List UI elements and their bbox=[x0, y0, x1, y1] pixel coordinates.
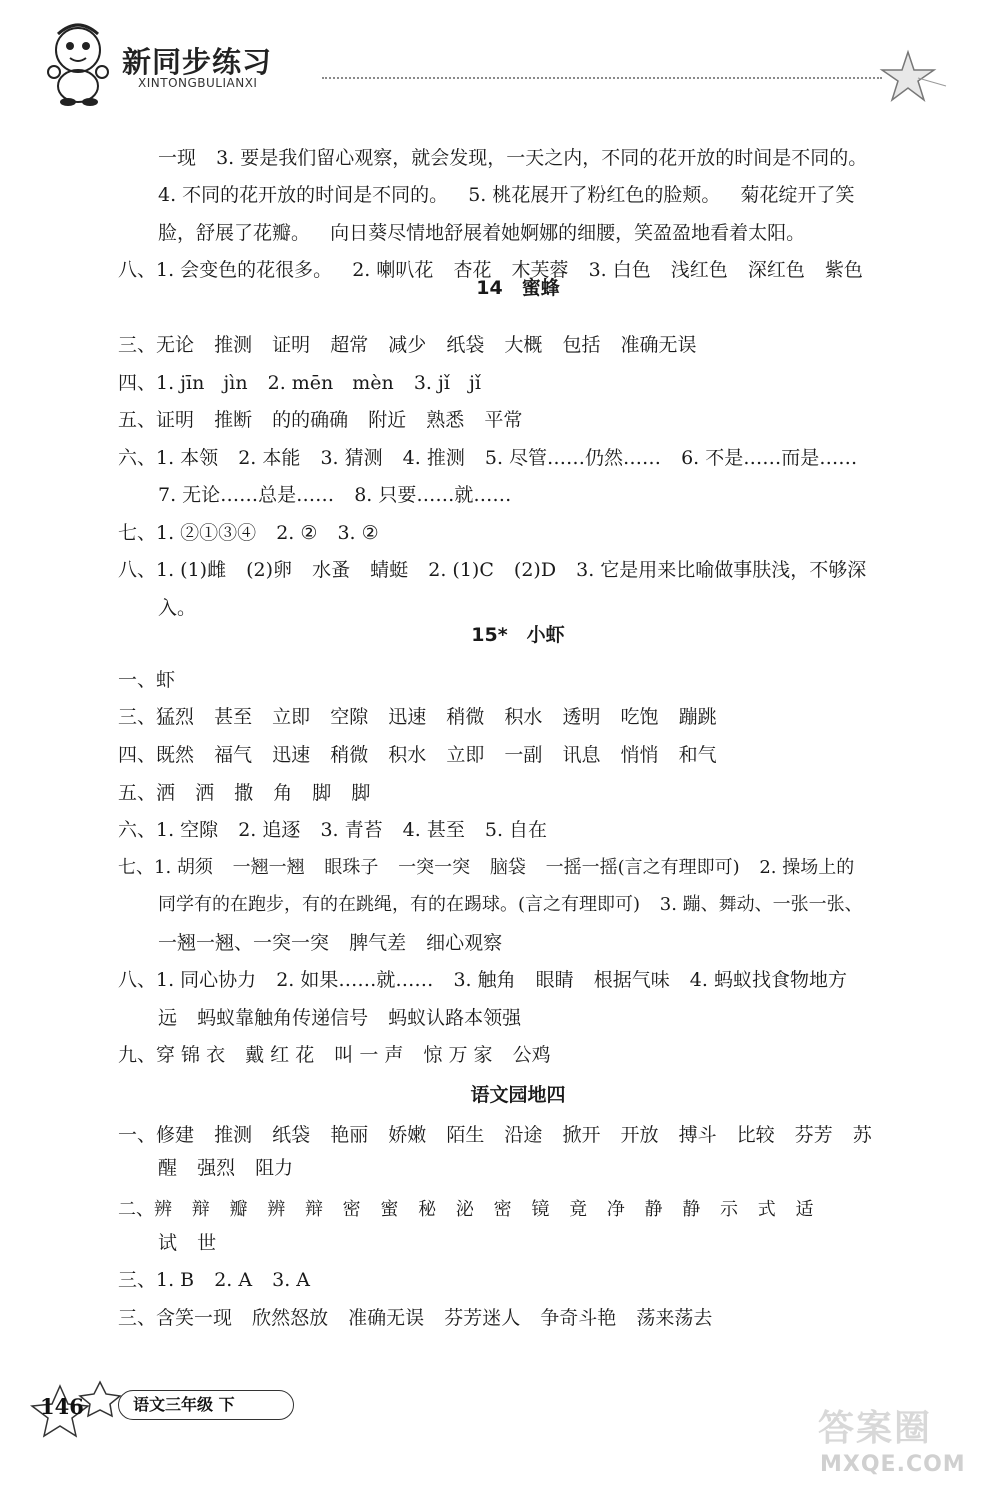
answer-item: 悄悄 bbox=[620, 744, 659, 766]
answer-item: 镜 bbox=[531, 1199, 550, 1220]
answer-item: 向日葵尽情地舒展着她婀娜的细腰，笑盈盈地看着太阳。 bbox=[330, 222, 806, 244]
answer-item: 3. 白色 bbox=[588, 259, 651, 281]
answer-item: 沿途 bbox=[504, 1124, 543, 1146]
answer-item: 3. A bbox=[272, 1269, 311, 1291]
answer-item: 脚 bbox=[351, 782, 371, 804]
answer-item: 艳丽 bbox=[330, 1124, 369, 1146]
answer-line bbox=[118, 371, 481, 395]
answer-line bbox=[118, 856, 854, 880]
answer-item: 一、修建 bbox=[118, 1124, 195, 1146]
answer-item: 一翘一翘、一突一突 bbox=[158, 932, 330, 954]
answer-item: 2. 追逐 bbox=[238, 819, 301, 841]
answer-item: (2)卵 bbox=[246, 559, 293, 581]
answer-item: 准确无误 bbox=[620, 334, 697, 356]
answer-item: 5. 自在 bbox=[484, 819, 548, 841]
answer-line bbox=[118, 1306, 712, 1330]
answer-item: 净 bbox=[606, 1199, 625, 1220]
answer-line bbox=[118, 705, 717, 729]
answer-item: 静 bbox=[682, 1199, 701, 1220]
answer-item: 一摇一摇(言之有理即可) bbox=[545, 857, 740, 878]
answer-item: 辩 bbox=[304, 1199, 323, 1220]
answer-item: 附近 bbox=[368, 409, 407, 431]
answer-item: 瓣 bbox=[229, 1199, 248, 1220]
brand-title: 新同步练习 bbox=[122, 45, 273, 79]
answer-item: 3. jǐ jǐ bbox=[413, 372, 481, 394]
answer-item: 荡来荡去 bbox=[636, 1307, 713, 1329]
answer-item: 阻力 bbox=[255, 1157, 294, 1179]
answer-line bbox=[118, 521, 379, 545]
answer-item: 芬芳 bbox=[794, 1124, 833, 1146]
answer-line bbox=[158, 483, 511, 507]
answer-item: 水蚤 bbox=[312, 559, 351, 581]
mascot-icon bbox=[40, 20, 120, 110]
answer-item: 准确无误 bbox=[348, 1307, 425, 1329]
answer-item: 3. ② bbox=[337, 522, 379, 544]
answer-item: 2. (1)C bbox=[428, 559, 494, 581]
answer-item: 紫色 bbox=[824, 259, 863, 281]
answer-item: 五、洒 bbox=[118, 782, 176, 804]
answer-item: 7. 无论……总是…… bbox=[158, 484, 335, 506]
answer-item: 五、证明 bbox=[118, 409, 195, 431]
answer-line bbox=[158, 146, 867, 170]
answer-item: 福气 bbox=[214, 744, 253, 766]
answer-item: 透明 bbox=[562, 706, 601, 728]
answer-item: 蚂蚁认路本领强 bbox=[388, 1007, 522, 1029]
answer-item: 3. 猜测 bbox=[320, 447, 383, 469]
answer-item: 比较 bbox=[736, 1124, 775, 1146]
answer-item: 一突一突 bbox=[398, 857, 471, 878]
answer-item: 争奇斗艳 bbox=[540, 1307, 617, 1329]
answer-item: 4. 甚至 bbox=[402, 819, 465, 841]
answer-line bbox=[118, 668, 175, 692]
answer-line bbox=[118, 333, 697, 357]
answer-item: 迅速 bbox=[272, 744, 311, 766]
section-heading: 语文园地四 bbox=[470, 1084, 566, 1106]
answer-item: 辨 bbox=[267, 1199, 286, 1220]
answer-item: 脑袋 bbox=[489, 857, 526, 878]
answer-item: 密 bbox=[493, 1199, 512, 1220]
answer-item: 纸袋 bbox=[446, 334, 485, 356]
answer-item: 九、穿 锦 衣 bbox=[118, 1044, 226, 1066]
answer-item: 脸，舒展了花瓣。 bbox=[158, 222, 311, 244]
answer-item: 积水 bbox=[504, 706, 543, 728]
answer-item: 芬芳迷人 bbox=[444, 1307, 521, 1329]
answer-item: 叫 一 声 bbox=[334, 1044, 404, 1066]
answer-item: 6. 不是……而是…… bbox=[681, 447, 858, 469]
answer-item: 世 bbox=[197, 1232, 217, 1254]
answer-item: 秘 bbox=[418, 1199, 437, 1220]
answer-item: 三、含笑一现 bbox=[118, 1307, 233, 1329]
answer-item: 甚至 bbox=[214, 706, 253, 728]
answer-item: 超常 bbox=[330, 334, 369, 356]
answer-item: 菊花绽开了笑 bbox=[740, 184, 855, 206]
answer-item: 眼珠子 bbox=[324, 857, 379, 878]
answer-item: 角 bbox=[273, 782, 293, 804]
answer-item: 远 bbox=[158, 1007, 178, 1029]
answer-item: 娇嫩 bbox=[388, 1124, 427, 1146]
answer-line bbox=[118, 968, 847, 992]
answer-item: 欣然怒放 bbox=[252, 1307, 329, 1329]
answer-item: 纸袋 bbox=[272, 1124, 311, 1146]
answer-item: 同学有的在跑步，有的在跳绳，有的在踢球。(言之有理即可) bbox=[158, 894, 641, 915]
answer-item: 二、辨 bbox=[118, 1199, 172, 1220]
answer-line bbox=[118, 446, 857, 470]
answer-item: 一副 bbox=[504, 744, 543, 766]
answer-item: 陌生 bbox=[446, 1124, 485, 1146]
answer-item: 四、1. jīn jìn bbox=[118, 372, 248, 394]
answer-item: 2. 如果……就…… bbox=[276, 969, 434, 991]
answer-item: 洒 bbox=[195, 782, 215, 804]
answer-item: 脾气差 bbox=[349, 932, 407, 954]
answer-item: 的的确确 bbox=[272, 409, 349, 431]
star-icon bbox=[878, 48, 948, 108]
header-divider bbox=[322, 77, 882, 79]
answer-item: 八、1. 同心协力 bbox=[118, 969, 257, 991]
answer-item: 大概 bbox=[504, 334, 543, 356]
answer-item: 蜻蜓 bbox=[370, 559, 409, 581]
answer-item: 立即 bbox=[446, 744, 485, 766]
answer-item: 讯息 bbox=[562, 744, 601, 766]
answer-item: 三、无论 bbox=[118, 334, 195, 356]
answer-item: 蜜 bbox=[380, 1199, 399, 1220]
answer-item: 推测 bbox=[214, 334, 253, 356]
answer-item: 2. ② bbox=[276, 522, 318, 544]
answer-item: 推测 bbox=[214, 1124, 253, 1146]
answer-item: 平常 bbox=[484, 409, 523, 431]
answer-item: 8. 只要……就…… bbox=[354, 484, 512, 506]
answer-item: 木芙蓉 bbox=[511, 259, 569, 281]
answer-item: 搏斗 bbox=[678, 1124, 717, 1146]
answer-item: 3. 蹦、舞动、一张一张、 bbox=[659, 894, 863, 915]
answer-line bbox=[158, 931, 502, 955]
answer-item: 推断 bbox=[214, 409, 253, 431]
answer-item: 4. 蚂蚁找食物地方 bbox=[689, 969, 847, 991]
answer-item: 积水 bbox=[388, 744, 427, 766]
answer-item: 证明 bbox=[272, 334, 311, 356]
answer-item: 六、1. 本领 bbox=[118, 447, 219, 469]
page-number: 146 bbox=[40, 1394, 84, 1419]
answer-line bbox=[118, 781, 370, 805]
answer-line bbox=[118, 743, 717, 767]
answer-item: 四、既然 bbox=[118, 744, 195, 766]
answer-item: 蹦跳 bbox=[678, 706, 717, 728]
brand-pinyin: XINTONGBULIANXI bbox=[138, 76, 258, 90]
page-footer bbox=[30, 1380, 310, 1440]
answer-item: 适 bbox=[795, 1199, 814, 1220]
answer-item: 示 bbox=[720, 1199, 739, 1220]
answer-item: 静 bbox=[644, 1199, 663, 1220]
answer-line bbox=[158, 1006, 521, 1030]
answer-item: 惊 万 家 bbox=[423, 1044, 493, 1066]
answer-item: 根据气味 bbox=[593, 969, 670, 991]
answer-item: 试 bbox=[158, 1232, 178, 1254]
section-heading: 15* 小虾 bbox=[471, 624, 565, 646]
answer-line bbox=[158, 596, 196, 620]
answer-line bbox=[118, 1198, 813, 1222]
answer-item: 减少 bbox=[388, 334, 427, 356]
answer-line bbox=[118, 818, 547, 842]
answer-item: 八、1. (1)雌 bbox=[118, 559, 227, 581]
answer-item: 2. 操场上的 bbox=[759, 857, 855, 878]
watermark bbox=[808, 1400, 988, 1490]
answer-item: 4. 推测 bbox=[402, 447, 465, 469]
answer-item: 5. 桃花展开了粉红色的脸颊。 bbox=[468, 184, 721, 206]
answer-item: 三、猛烈 bbox=[118, 706, 195, 728]
answer-line bbox=[158, 183, 854, 207]
answer-item: 3. 青苔 bbox=[320, 819, 383, 841]
answer-line bbox=[158, 1156, 293, 1180]
answer-item: 深红色 bbox=[747, 259, 805, 281]
answer-item: 2. A bbox=[214, 1269, 253, 1291]
answer-item: 杏花 bbox=[453, 259, 492, 281]
answer-item: 撒 bbox=[234, 782, 254, 804]
answer-item: 2. mēn mèn bbox=[267, 372, 394, 394]
answer-item: 5. 尽管……仍然…… bbox=[484, 447, 662, 469]
answer-item: 一现 bbox=[158, 147, 197, 169]
answer-item: 戴 红 花 bbox=[245, 1044, 315, 1066]
answer-item: 2. 喇叭花 bbox=[352, 259, 434, 281]
answer-item: 公鸡 bbox=[512, 1044, 551, 1066]
answer-item: 细心观察 bbox=[426, 932, 503, 954]
answer-item: 2. 本能 bbox=[238, 447, 301, 469]
answer-item: 3. 要是我们留心观察，就会发现，一天之内，不同的花开放的时间是不同的。 bbox=[216, 147, 868, 169]
answer-item: 3. 触角 bbox=[453, 969, 516, 991]
answer-item: 立即 bbox=[272, 706, 311, 728]
answer-item: 醒 bbox=[158, 1157, 178, 1179]
answer-item: 迅速 bbox=[388, 706, 427, 728]
answer-item: 苏 bbox=[852, 1124, 872, 1146]
answer-item: 竟 bbox=[569, 1199, 588, 1220]
answer-item: 入。 bbox=[158, 597, 197, 619]
answer-item: 强烈 bbox=[197, 1157, 236, 1179]
answer-item: 蚂蚁靠触角传递信号 bbox=[197, 1007, 369, 1029]
answer-item: 稍微 bbox=[446, 706, 485, 728]
answer-item: 脚 bbox=[312, 782, 332, 804]
section-heading: 14 蜜蜂 bbox=[476, 277, 560, 299]
answer-line bbox=[118, 1043, 551, 1067]
answer-item: 4. 不同的花开放的时间是不同的。 bbox=[158, 184, 449, 206]
answer-item: 式 bbox=[757, 1199, 776, 1220]
answer-item: 掀开 bbox=[562, 1124, 601, 1146]
subject-label: 语文三年级 下 bbox=[118, 1390, 294, 1420]
answer-item: 六、1. 空隙 bbox=[118, 819, 219, 841]
watermark-logo: 答案圈 bbox=[818, 1408, 933, 1449]
answer-line bbox=[118, 1268, 310, 1292]
answer-item: 一、虾 bbox=[118, 669, 176, 691]
answer-item: 七、1. ②①③④ bbox=[118, 522, 257, 544]
answer-item: 包括 bbox=[562, 334, 601, 356]
answer-item: 八、1. 会变色的花很多。 bbox=[118, 259, 333, 281]
answer-line bbox=[118, 1123, 872, 1147]
answer-line bbox=[158, 1231, 216, 1255]
answer-item: 三、1. B bbox=[118, 1269, 195, 1291]
answer-item: 泌 bbox=[455, 1199, 474, 1220]
answer-line bbox=[158, 221, 805, 245]
answer-item: (2)D bbox=[513, 559, 557, 581]
answer-line bbox=[158, 893, 863, 917]
answer-item: 空隙 bbox=[330, 706, 369, 728]
answer-item: 熟悉 bbox=[426, 409, 465, 431]
answer-item: 3. 它是用来比喻做事肤浅，不够深 bbox=[576, 559, 867, 581]
answer-line bbox=[118, 558, 866, 582]
answer-item: 七、1. 胡须 bbox=[118, 857, 213, 878]
answer-line bbox=[118, 408, 522, 432]
answer-item: 吃饱 bbox=[620, 706, 659, 728]
answer-item: 密 bbox=[342, 1199, 361, 1220]
answer-item: 稍微 bbox=[330, 744, 369, 766]
answer-item: 浅红色 bbox=[670, 259, 728, 281]
watermark-url: MXQE.COM bbox=[820, 1452, 966, 1477]
answer-item: 和气 bbox=[678, 744, 717, 766]
answer-item: 开放 bbox=[620, 1124, 659, 1146]
answer-item: 一翘一翘 bbox=[232, 857, 305, 878]
answer-item: 眼睛 bbox=[535, 969, 574, 991]
page-header bbox=[40, 20, 980, 110]
answer-item: 辩 bbox=[191, 1199, 210, 1220]
